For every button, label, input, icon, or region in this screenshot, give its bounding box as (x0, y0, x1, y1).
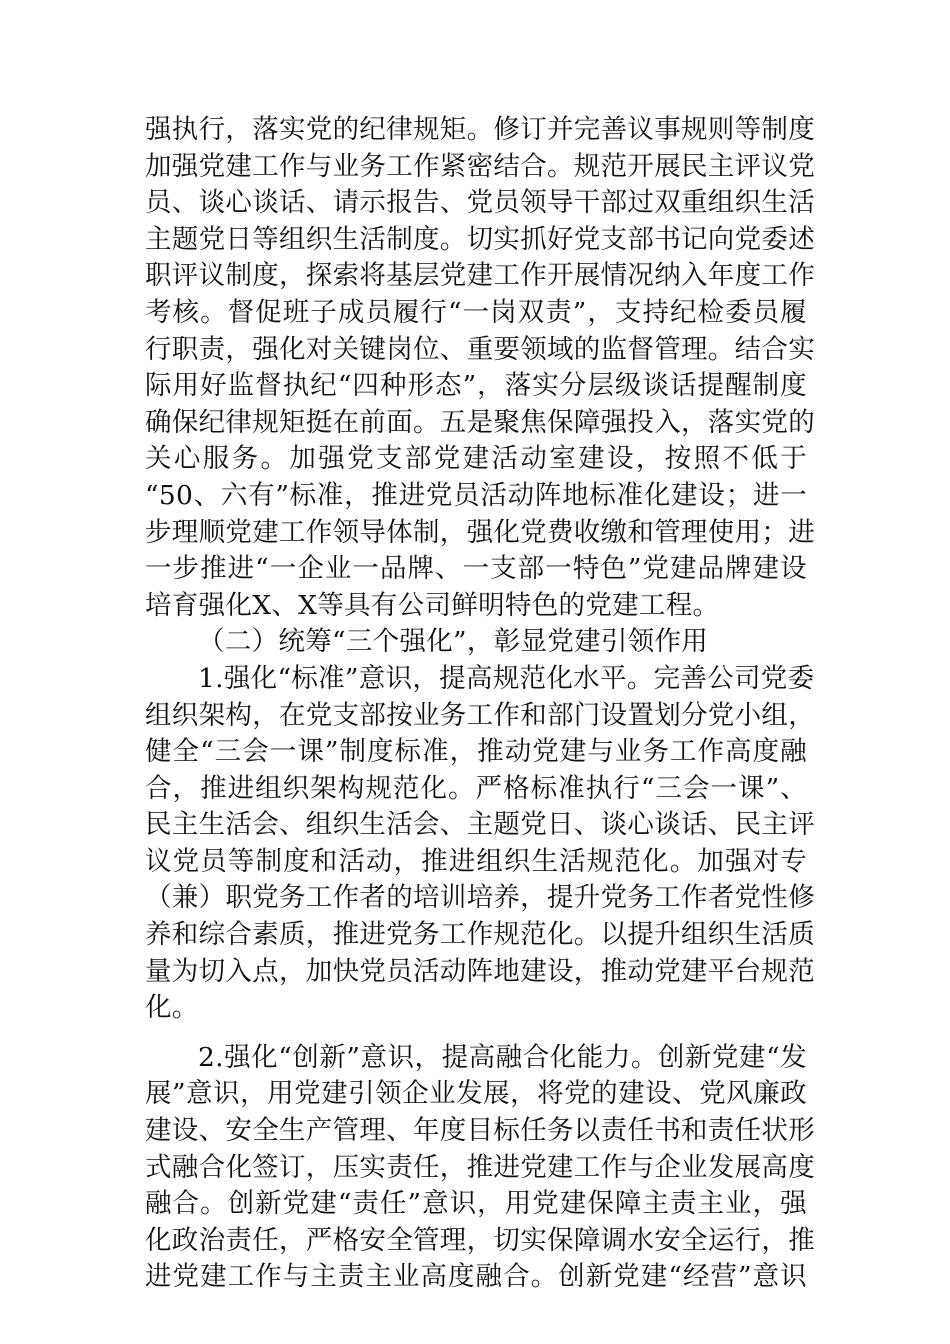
text-line: 展”意识，用党建引领企业发展，将党的建设、党风廉政 (145, 1078, 807, 1110)
text-line: 融合。创新党建“责任”意识，用党建保障主责主业，强 (145, 1188, 807, 1220)
text-line: 确保纪律规矩挺在前面。五是聚焦保障强投入，落实党的 (145, 406, 815, 438)
text-line: 步理顺党建工作领导体制，强化党费收缴和管理使用；进 (145, 516, 815, 548)
text-line: 组织架构，在党支部按业务工作和部门设置划分党小组， (145, 699, 815, 731)
text-line: 1.强化“标准”意识，提高规范化水平。完善公司党委 (198, 662, 815, 694)
text-line: 际用好监督执纪“四种形态”，落实分层级谈话提醒制度 (145, 370, 807, 402)
text-line: 养和综合素质，推进党务工作规范化。以提升组织生活质 (145, 919, 815, 951)
text-line: 行职责，强化对关键岗位、重要领域的监督管理。结合实 (145, 333, 815, 365)
text-line: 培育强化X、X等具有公司鲜明特色的党建工程。 (145, 589, 720, 621)
text-line: 化政治责任，严格安全管理，切实保障调水安全运行，推 (145, 1224, 815, 1256)
text-line: 考核。督促班子成员履行“一岗双责”，支持纪检委员履 (145, 296, 807, 328)
text-line: 2.强化“创新”意识，提高融合化能力。创新党建“发 (198, 1041, 807, 1073)
text-line: 强执行，落实党的纪律规矩。修订并完善议事规则等制度 (145, 114, 815, 145)
text-line: 一步推进“一企业一品牌、一支部一特色”党建品牌建设 (145, 553, 807, 585)
section-heading: （二）统筹“三个强化”，彰显党建引领作用 (198, 626, 709, 658)
document-body (145, 112, 815, 1296)
text-line: 建设、安全生产管理、年度目标任务以责任书和责任状形 (145, 1115, 815, 1147)
text-line: 进党建工作与主责主业高度融合。创新党建“经营”意识 (145, 1261, 807, 1293)
text-line: 员、谈心谈话、请示报告、党员领导干部过双重组织生活 (145, 187, 815, 219)
text-line: 关心服务。加强党支部党建活动室建设，按照不低于 (145, 443, 807, 475)
text-line: “50、六有”标准，推进党员活动阵地标准化建设；进一 (145, 479, 807, 511)
text-line: 加强党建工作与业务工作紧密结合。规范开展民主评议党 (145, 150, 815, 182)
text-line: 化。 (145, 992, 199, 1024)
text-line: 职评议制度，探索将基层党建工作开展情况纳入年度工作 (145, 260, 815, 292)
text-line: 议党员等制度和活动，推进组织生活规范化。加强对专 (145, 845, 807, 877)
text-line: 健全“三会一课”制度标准，推动党建与业务工作高度融 (145, 736, 807, 768)
text-line: 式融合化签订，压实责任，推进党建工作与企业发展高度 (145, 1151, 815, 1183)
text-line: 合，推进组织架构规范化。严格标准执行“三会一课”、 (145, 772, 807, 804)
text-line: 量为切入点，加快党员活动阵地建设，推动党建平台规范 (145, 955, 815, 987)
text-line: 民主生活会、组织生活会、主题党日、谈心谈话、民主评 (145, 809, 815, 841)
text-line: （兼）职党务工作者的培训培养，提升党务工作者党性修 (145, 882, 815, 914)
text-line: 主题党日等组织生活制度。切实抓好党支部书记向党委述 (145, 223, 815, 255)
